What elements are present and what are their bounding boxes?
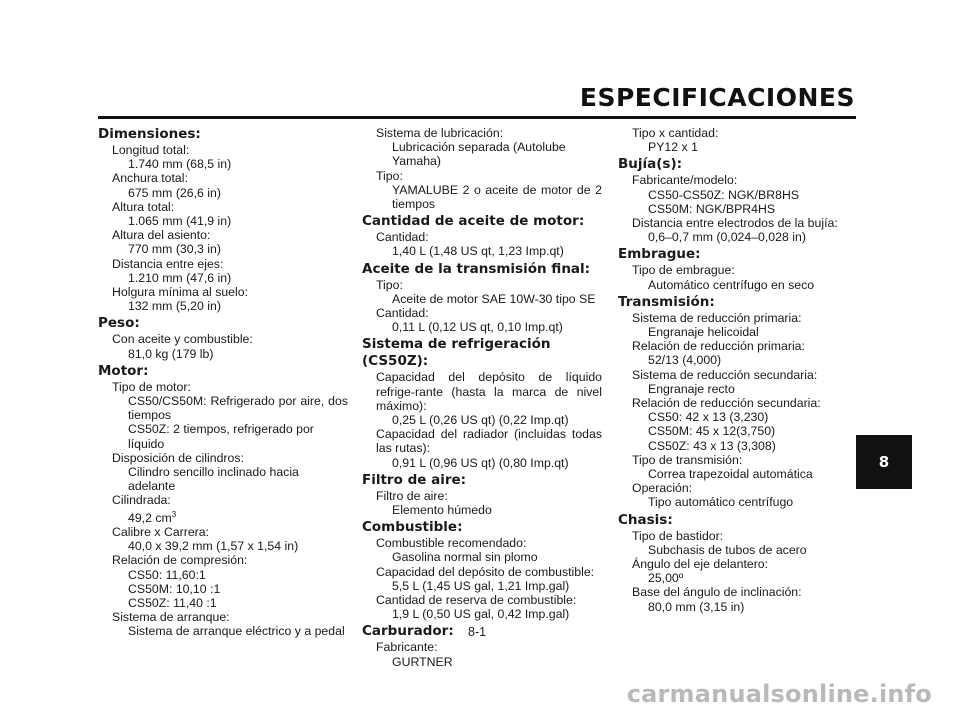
spec-value: GURTNER (392, 654, 453, 669)
spec-value: 0,6–0,7 mm (0,024–0,028 in) (648, 230, 806, 245)
spec-label: Con aceite y combustible: (112, 332, 253, 347)
spec-value: 81,0 kg (179 lb) (128, 346, 214, 361)
spec-label: Cantidad: (376, 306, 429, 321)
page-title: ESPECIFICACIONES (579, 83, 855, 112)
section-heading: Carburador: (362, 623, 454, 640)
spec-label: Longitud total: (112, 143, 190, 157)
spec-label: Base del ángulo de inclinación: (632, 585, 802, 600)
spec-column-2 (362, 126, 602, 669)
section-heading: Cantidad de aceite de motor: (362, 213, 585, 230)
superscript: 3 (171, 509, 177, 519)
spec-value: CS50Z: 43 x 13 (3,308) (648, 438, 776, 453)
spec-label: Distancia entre electrodos de la bujía: (632, 216, 838, 231)
spec-value: CS50Z: 2 tiempos, refrigerado por líquido (128, 422, 314, 451)
spec-value: 0,11 L (0,12 US qt, 0,10 Imp.qt) (392, 320, 563, 335)
spec-label: Tipo x cantidad: (632, 126, 719, 140)
spec-value: Lubricación separada (Autolube Yamaha) (392, 140, 566, 169)
spec-label: Cilindrada: (112, 493, 171, 508)
spec-value: 49,2 $cm^3$ (128, 509, 177, 525)
spec-label: Capacidad del depósito de líquido refrige-rante (hasta la marca de nivel máximo): (376, 370, 602, 413)
spec-label: Sistema de arranque: (112, 610, 230, 625)
section-heading: Motor: (98, 362, 149, 379)
spec-value: 132 mm (5,20 in) (128, 299, 221, 314)
spec-value: CS50-CS50Z: NGK/BR8HS (648, 187, 800, 202)
spec-value: Aceite de motor SAE 10W-30 tipo SE (392, 291, 596, 306)
spec-label: Calibre x Carrera: (112, 524, 210, 539)
spec-label: Relación de compresión: (112, 553, 248, 568)
spec-value: CS50Z: 11,40 :1 (128, 595, 217, 610)
spec-label: Anchura total: (112, 171, 188, 186)
watermark: carmanualsonline.info (626, 680, 932, 708)
spec-label: Tipo de motor: (112, 379, 191, 394)
spec-value: 5,5 L (1,45 US gal, 1,21 Imp.gal) (392, 578, 570, 593)
section-heading: Embrague: (618, 246, 701, 263)
spec-label: Cantidad: (376, 230, 429, 245)
spec-label: Altura total: (112, 199, 175, 214)
spec-label: Fabricante: (376, 640, 438, 655)
spec-column-1 (98, 126, 348, 639)
spec-value: 0,91 L (0,96 US qt) (0,80 Imp.qt) (392, 455, 569, 470)
spec-label: Tipo de embrague: (632, 263, 735, 278)
spec-label: Disposición de cilindros: (112, 450, 244, 465)
spec-value: 40,0 x 39,2 mm (1,57 x 1,54 in) (128, 539, 299, 554)
spec-value: Gasolina normal sin plomo (392, 550, 538, 565)
spec-column-3 (618, 126, 858, 614)
spec-value: 25,00º (648, 571, 684, 586)
section-heading: Aceite de la transmisión final: (362, 260, 591, 277)
spec-value: PY12 x 1 (648, 140, 698, 155)
page-number: 8-1 (468, 625, 487, 639)
chapter-tab[interactable]: 8 (856, 435, 912, 489)
spec-label: Distancia entre ejes: (112, 256, 224, 271)
spec-label: Sistema de lubricación: (376, 126, 504, 140)
spec-label: Sistema de reducción secundaria: (632, 367, 818, 382)
spec-label: Filtro de aire: (376, 488, 448, 503)
spec-value: 52/13 (4,000) (648, 353, 722, 368)
section-heading: Chasis: (618, 511, 673, 528)
spec-value: 80,0 mm (3,15 in) (648, 599, 745, 614)
spec-value: CS50M: 45 x 12(3,750) (648, 424, 776, 439)
spec-label: Tipo de bastidor: (632, 528, 724, 543)
section-heading: Combustible: (362, 519, 463, 536)
spec-value: CS50: 11,60:1 (128, 567, 206, 582)
spec-value: 770 mm (30,3 in) (128, 242, 221, 257)
spec-value: Sistema de arranque eléctrico y a pedal (128, 624, 345, 639)
spec-value: Elemento húmedo (392, 503, 492, 518)
spec-value: Automático centrífugo en seco (648, 277, 815, 292)
spec-value: 1.065 mm (41,9 in) (128, 214, 232, 229)
section-heading: Transmisión: (618, 293, 715, 310)
spec-value: 1,40 L (1,48 US qt, 1,23 Imp.qt) (392, 244, 564, 259)
spec-value: Engranaje helicoidal (648, 325, 759, 340)
spec-value: Cilindro sencillo inclinado hacia adelante (128, 465, 299, 494)
spec-label: Tipo: (376, 277, 403, 292)
spec-label: Cantidad de reserva de combustible: (376, 593, 577, 608)
section-heading: Bujía(s): (618, 156, 683, 173)
spec-label: Combustible recomendado: (376, 536, 527, 551)
spec-value: 0,25 L (0,26 US qt) (0,22 Imp.qt) (392, 413, 569, 428)
spec-label: Relación de reducción secundaria: (632, 396, 821, 411)
spec-value: Engranaje recto (648, 381, 735, 396)
spec-value: 1.740 mm (68,5 in) (128, 157, 232, 172)
spec-label: Holgura mínima al suelo: (112, 285, 249, 300)
section-heading: Dimensiones: (98, 126, 201, 142)
spec-label: Fabricante/modelo: (632, 173, 738, 188)
spec-label: Capacidad del depósito de combustible: (376, 564, 595, 579)
spec-label: Sistema de reducción primaria: (632, 310, 802, 325)
spec-value: YAMALUBE 2 o aceite de motor de 2 tiempos (392, 182, 602, 212)
section-heading: Peso: (98, 315, 140, 332)
spec-value: Subchasis de tubos de acero (648, 542, 807, 557)
spec-label: Relación de reducción primaria: (632, 339, 805, 354)
spec-value: CS50/CS50M: Refrigerado por aire, dos tiempos (128, 394, 348, 423)
spec-label: Tipo: (376, 168, 403, 183)
spec-value: Tipo automático centrífugo (648, 495, 794, 510)
section-heading: Sistema de refrigeración (CS50Z): (362, 336, 551, 370)
spec-label: Tipo de transmisión: (632, 452, 743, 467)
spec-value: CS50: 42 x 13 (3,230) (648, 410, 769, 425)
spec-value: CS50M: NGK/BPR4HS (648, 201, 776, 216)
section-heading: Filtro de aire: (362, 471, 467, 488)
spec-value: 675 mm (26,6 in) (128, 185, 221, 200)
spec-value: CS50M: 10,10 :1 (128, 581, 221, 596)
spec-label: Operación: (632, 481, 693, 496)
spec-label: Ángulo del eje delantero: (632, 557, 769, 572)
spec-value: 1,9 L (0,50 US gal, 0,42 Imp.gal) (392, 607, 570, 622)
spec-value: Correa trapezoidal automática (648, 467, 813, 482)
spec-label: Capacidad del radiador (incluidas todas las rutas): (376, 427, 602, 456)
spec-label: Altura del asiento: (112, 228, 211, 243)
header-rule (98, 116, 856, 119)
spec-value: 1.210 mm (47,6 in) (128, 270, 232, 285)
